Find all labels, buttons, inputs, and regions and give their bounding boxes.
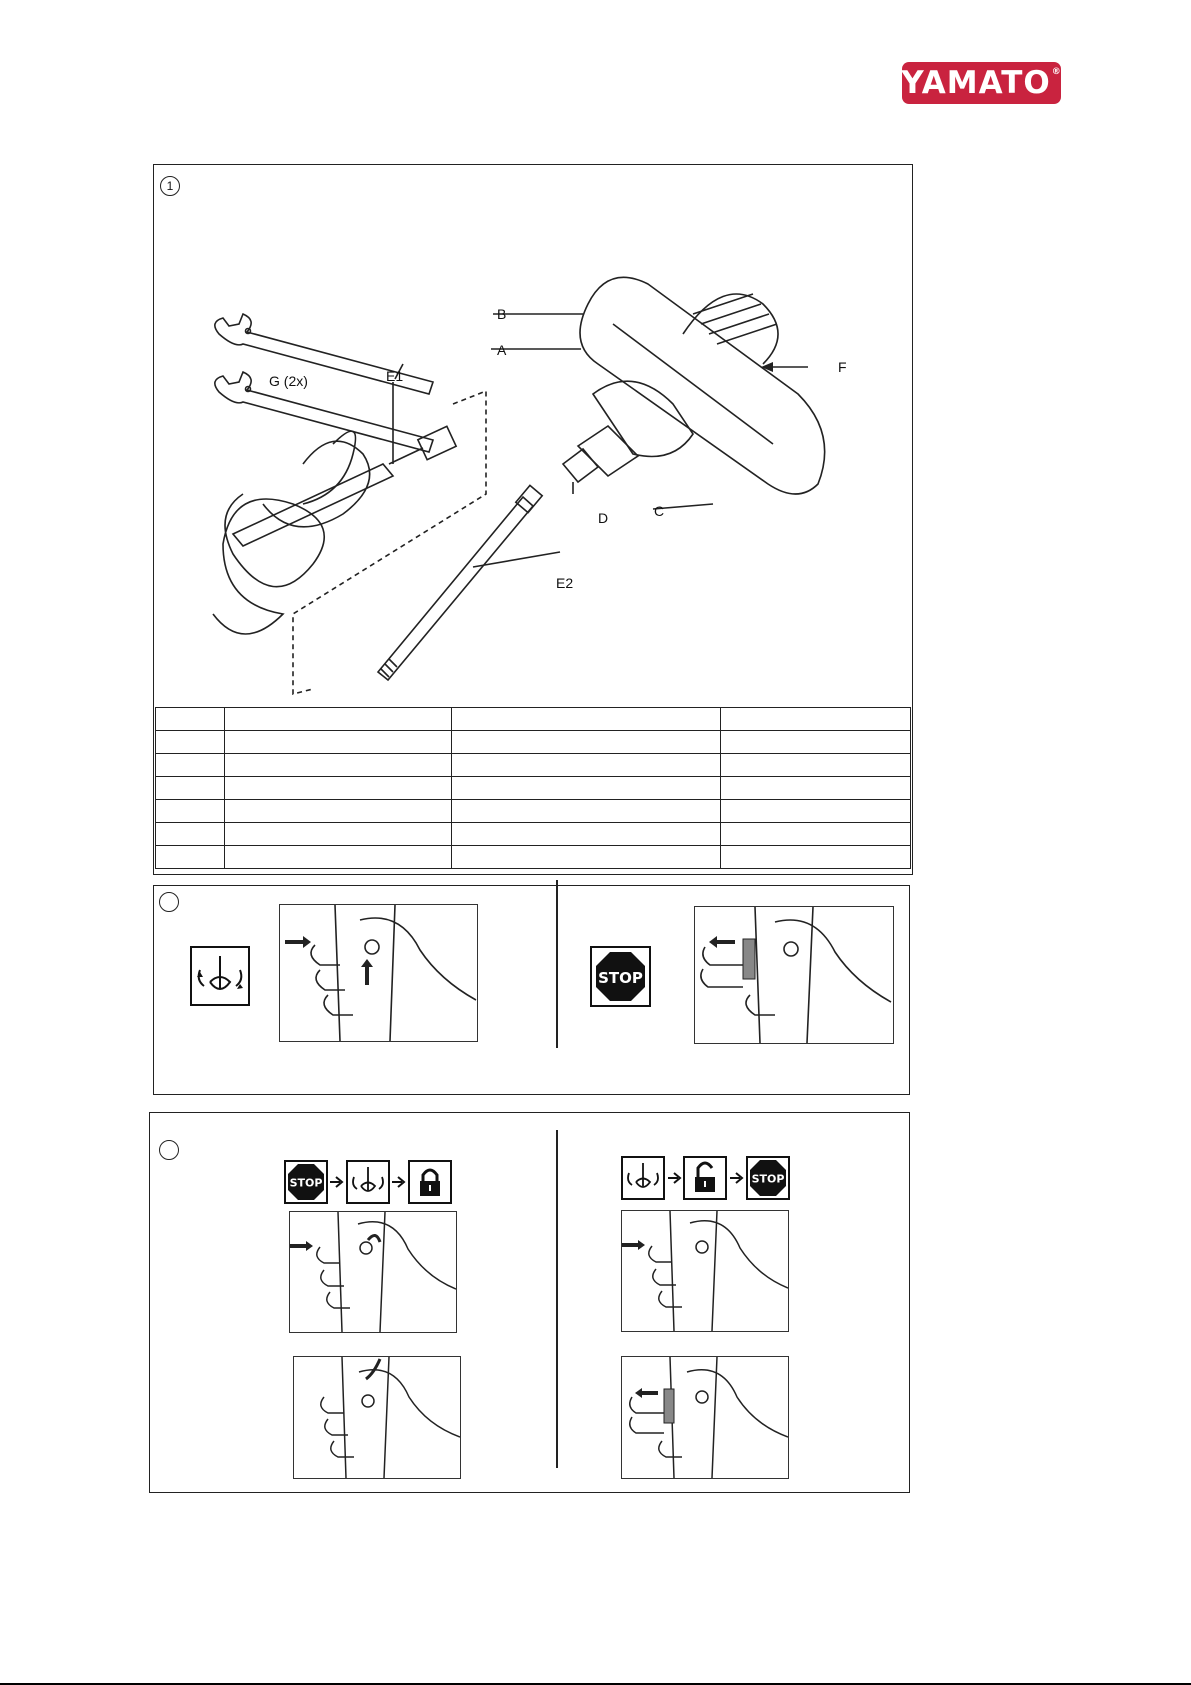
registered-mark: ® bbox=[1051, 67, 1062, 77]
stop-text: STOP bbox=[598, 969, 643, 987]
stop-sign-icon bbox=[746, 1156, 790, 1200]
label-a: A bbox=[497, 342, 507, 358]
stop-text: STOP bbox=[289, 1176, 323, 1190]
table-row bbox=[156, 731, 911, 754]
table-row bbox=[156, 777, 911, 800]
label-c: C bbox=[654, 503, 665, 519]
label-e2: E2 bbox=[556, 575, 574, 591]
stop-text: STOP bbox=[751, 1172, 785, 1186]
figure-3-number bbox=[159, 1140, 179, 1160]
stop-sign-icon bbox=[590, 946, 651, 1007]
brand-logo bbox=[902, 62, 1061, 104]
wrench-icon bbox=[215, 372, 433, 452]
table-row bbox=[156, 708, 911, 731]
figure-1-number: 1 bbox=[160, 176, 180, 196]
label-g: G (2x) bbox=[269, 373, 308, 389]
parts-table bbox=[155, 707, 911, 869]
hand-trigger-illustration bbox=[279, 904, 478, 1042]
mixer-rotation-icon bbox=[190, 946, 250, 1006]
extension-rod-illustration bbox=[378, 485, 542, 680]
figure-2-number bbox=[159, 892, 179, 912]
hand-unlock-step-1-illustration bbox=[621, 1210, 789, 1332]
figure-3-frame bbox=[149, 1112, 910, 1493]
arrow-icon bbox=[668, 1172, 682, 1184]
hand-release-illustration bbox=[694, 906, 894, 1044]
arrow-icon bbox=[392, 1176, 406, 1188]
hand-lock-step-2-illustration bbox=[293, 1356, 461, 1479]
stop-sign-icon bbox=[284, 1160, 328, 1204]
divider bbox=[556, 1130, 558, 1468]
table-row bbox=[156, 800, 911, 823]
hand-unlock-step-2-illustration bbox=[621, 1356, 789, 1479]
mixer-exploded-diagram bbox=[153, 164, 913, 709]
table-row bbox=[156, 754, 911, 777]
table-row bbox=[156, 823, 911, 846]
label-e1: E1 bbox=[386, 368, 404, 384]
label-b: B bbox=[497, 306, 507, 322]
mixing-paddle-illustration bbox=[213, 426, 456, 634]
table-row bbox=[156, 846, 911, 869]
divider bbox=[556, 880, 558, 1048]
brand-name: YAMATO bbox=[901, 65, 1051, 101]
arrow-icon bbox=[330, 1176, 344, 1188]
arrow-icon bbox=[730, 1172, 744, 1184]
unlock-icon bbox=[683, 1156, 727, 1200]
mixer-body-illustration bbox=[563, 277, 825, 494]
mixer-rotation-icon bbox=[346, 1160, 390, 1204]
lock-icon bbox=[408, 1160, 452, 1204]
label-d: D bbox=[598, 510, 609, 526]
mixer-rotation-icon bbox=[621, 1156, 665, 1200]
hand-lock-step-1-illustration bbox=[289, 1211, 457, 1333]
label-f: F bbox=[838, 359, 847, 375]
